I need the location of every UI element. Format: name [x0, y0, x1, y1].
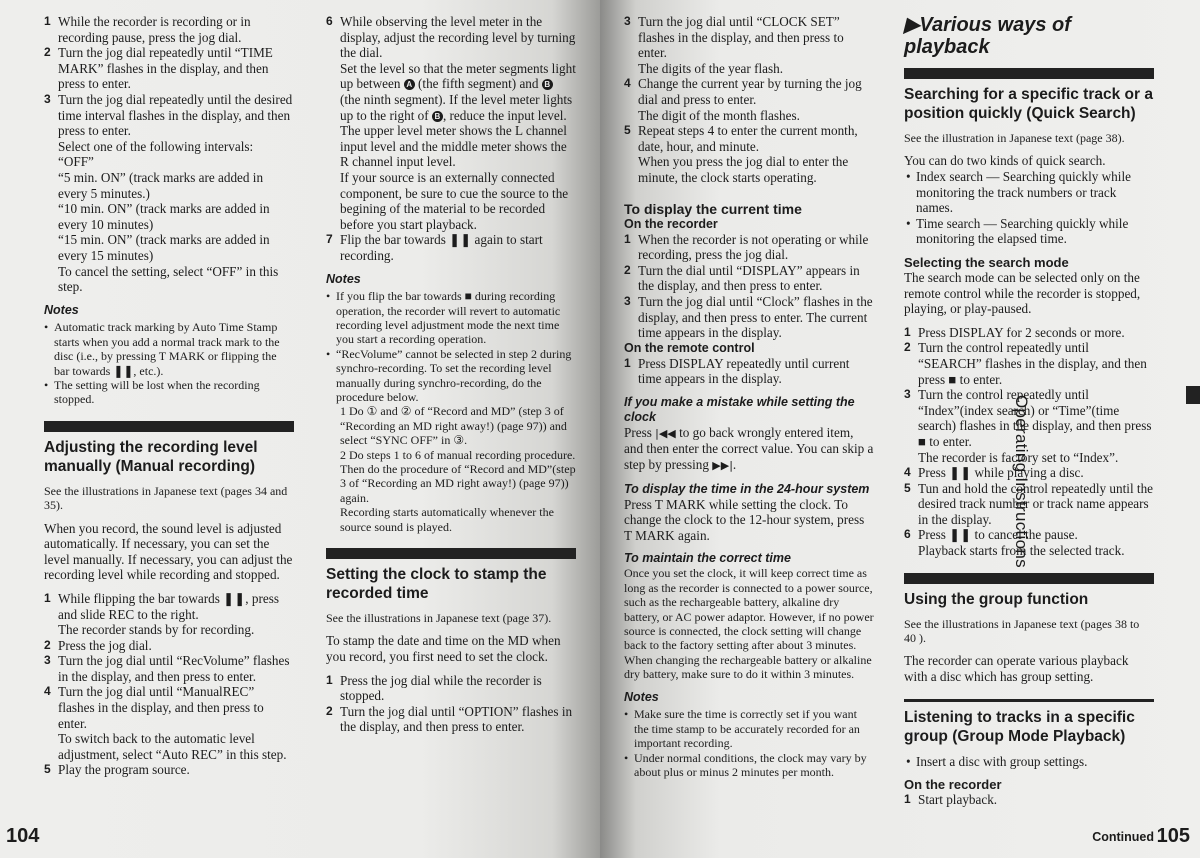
section-divider	[44, 421, 294, 432]
step-text: Press the jog dial.	[58, 637, 152, 653]
notes-list	[624, 707, 874, 779]
search-types-list	[904, 169, 1154, 247]
recorder-steps	[624, 232, 874, 341]
section-tab-marker	[1186, 386, 1200, 404]
on-recorder-heading: On the recorder	[624, 216, 718, 231]
note-item: • Automatic track marking by Auto Time Stamp starts when you add a normal track mark to the disc (i.e., by pressing T MARK or flipping the bar towards ❚❚, etc.).	[44, 320, 294, 378]
step-text: Turn the control repeatedly until “Index”(index search) or “Time”(time search) flashes in the display, and then press ■ to enter.	[918, 387, 1152, 449]
step-item	[326, 704, 576, 735]
step-item	[624, 263, 874, 294]
clock-intro: To stamp the date and time on the MD when you record, you first need to set the clock.	[326, 633, 561, 664]
previous-track-icon: |◀◀	[655, 426, 676, 440]
manual-recording-intro: When you record, the sound level is adjusted automatically. If necessary, you can set the level manually. If necessary, you can adjust the recording level while recording and stopped.	[44, 520, 293, 583]
step-number: 3	[44, 91, 51, 106]
clock-set-steps	[624, 14, 874, 186]
side-tab-label: Operating Instructions	[1012, 395, 1032, 568]
step-number: 5	[904, 480, 911, 495]
remote-steps	[624, 356, 874, 387]
step-text: Turn the jog dial until “OPTION” flashes in the display, and then press to enter.	[340, 703, 573, 735]
manual-recording-steps	[44, 591, 294, 778]
step-number: 3	[624, 293, 631, 308]
step-text: Press ❚❚ while playing a disc.	[918, 465, 1084, 481]
notes-heading: Notes	[624, 689, 659, 704]
step-number: 1	[624, 355, 631, 370]
section-divider	[904, 573, 1154, 584]
step-text: While flipping the bar towards ❚❚, press and slide REC to the right.	[58, 590, 279, 622]
clock-steps	[326, 673, 576, 735]
note-substep: 1 Do ① and ② of “Record and MD” (step 3 of “Recording an MD right away!) (page 97)) and select “SYNC OFF” in ③.	[340, 404, 567, 448]
subsection-divider	[904, 699, 1154, 702]
search-mode-heading: Selecting the search mode	[904, 254, 1069, 270]
segment-b-marker: B	[542, 79, 553, 90]
step-item	[624, 14, 874, 76]
note-item: • “RecVolume” cannot be selected in step 2 during synchro-recording. To set the recording level manually during synchro-recording, do the procedure below.	[326, 347, 576, 405]
maintain-text: Once you set the clock, it will keep correct time as long as the recorder is connected to a power source, such as the rechargeable battery, alkaline dry battery, or AC power adaptor. However, if no power source is connected, the clock setting will change back to the factory setting after about 3 minutes. When changing the rechargeable battery or alkaline dry battery, make sure to do it within 3 minutes.	[624, 566, 874, 682]
step-text: Change the current year by turning the jog dial and press to enter.	[638, 76, 862, 107]
notes-heading: Notes	[44, 302, 79, 317]
step-text: Turn the jog dial repeatedly until “TIME MARK” flashes in the display, and then press to enter.	[58, 45, 273, 92]
interval-options	[58, 154, 294, 263]
step-text: Tun and hold the control repeatedly until the desired track number or track name appears in the display.	[918, 480, 1154, 527]
step-item	[326, 673, 576, 704]
note-item: • Make sure the time is correctly set if you want the time stamp to be accurately recorded for an important recording.	[624, 707, 874, 750]
step-item	[44, 45, 294, 92]
manual-recording-heading: Adjusting the recording level manually (Manual recording)	[44, 438, 258, 475]
on-recorder-heading: On the recorder	[904, 777, 1002, 793]
step-text: Turn the jog dial until “Clock” flashes in the display, and then press to enter. The current time appears in the display.	[638, 293, 873, 341]
step-item	[44, 92, 294, 139]
step-detail: The recorder is factory set to “Index”.	[918, 449, 1119, 465]
page-number-left: 104	[6, 825, 40, 847]
see-illustrations-note: See the illustrations in Japanese text (pages 38 to 40 ).	[904, 616, 1140, 646]
step-detail: The recorder stands by for recording.	[58, 622, 255, 638]
page-number-right: 105	[1156, 825, 1190, 847]
step-text: Press DISPLAY repeatedly until current time appears in the display.	[638, 355, 850, 387]
step-text: Press DISPLAY for 2 seconds or more.	[918, 324, 1125, 340]
group-bullet: • Insert a disc with group settings.	[904, 754, 1154, 770]
step-text: Turn the control repeatedly until “SEARCH” flashes in the display, and then press ■ to enter.	[918, 340, 1147, 387]
see-illustrations-note: See the illustrations in Japanese text (pages 34 and 35).	[44, 483, 288, 513]
clock-heading: Setting the clock to stamp the recorded time	[326, 566, 547, 602]
step-number: 3	[624, 14, 631, 28]
step-text: Press ❚❚ to cancel the pause.	[918, 527, 1078, 543]
step-text: While the recorder is recording or in recording pause, press the jog dial.	[58, 14, 251, 45]
step-number: 5	[44, 762, 51, 777]
step-number: 3	[904, 387, 911, 402]
step-item	[624, 232, 874, 263]
h24-text: Press T MARK while setting the clock. To change the clock to the 12-hour system, press T MARK again.	[624, 496, 865, 543]
step-text: Turn the jog dial until “RecVolume” flashes in the display, and then press to enter.	[58, 653, 290, 684]
interval-option: “5 min. ON” (track marks are added in every 5 minutes.)	[58, 169, 264, 201]
step-number: 5	[624, 123, 631, 138]
step3-detail: Select one of the following intervals: “OFF” “5 min. ON” (track marks are added in every 5 minutes.) “10 min. ON” (track marks are added in every 10 minutes) “15 min. ON” (track marks are added in every 15 minutes) To cancel the setting, select “OFF” in this step.	[44, 139, 294, 295]
note-substep: 2 Do steps 1 to 6 of manual recording procedure. Then do the procedure of “Record and MD”(step 3 of “Recording an MD right away!) (page 97)) again.	[340, 447, 576, 505]
step-detail: The digits of the year flash.	[638, 60, 784, 76]
interval-option: “15 min. ON” (track marks are added in every 15 minutes)	[58, 232, 270, 263]
step-number: 6	[904, 527, 911, 542]
step-item	[624, 76, 874, 123]
step-number: 4	[904, 465, 911, 480]
segment-a-marker: A	[404, 79, 415, 90]
step-number: 2	[326, 703, 333, 718]
group-intro: The recorder can operate various playback with a disc which has group setting.	[904, 653, 1129, 685]
step-number: 2	[44, 45, 51, 60]
notes-heading: Notes	[326, 271, 361, 286]
interval-option: “OFF”	[58, 154, 94, 170]
step-text: Turn the jog dial repeatedly until the desired time interval flashes in the display, and then press to enter.	[58, 91, 293, 139]
step-7: 7 Flip the bar towards ❚❚ again to start recording.	[326, 232, 543, 263]
on-remote-heading: On the remote control	[624, 340, 755, 355]
step-number: 1	[904, 324, 911, 339]
left-column-1	[44, 14, 294, 778]
step-item	[624, 356, 874, 387]
step-detail: Playback starts from the selected track.	[918, 543, 1125, 559]
note-item: • Under normal conditions, the clock may vary by about plus or minus 2 minutes per month.	[624, 751, 874, 780]
step-number: 3	[44, 653, 51, 668]
notes-list	[44, 320, 294, 406]
step-item	[44, 591, 294, 638]
next-track-icon: ▶▶|	[712, 459, 733, 473]
step-text: Play the program source.	[58, 762, 190, 778]
mistake-heading: If you make a mistake while setting the clock	[624, 394, 855, 424]
step-text: Repeat steps 4 to enter the current month, date, hour, and minute.	[638, 123, 858, 154]
step-number: 1	[44, 590, 51, 605]
step-detail: The digit of the month flashes.	[638, 107, 800, 123]
note-item: • If you flip the bar towards ■ during recording operation, the recorder will revert to automatic recording level adjustment mode the next time you start a recording operation.	[326, 289, 576, 347]
h24-heading: To display the time in the 24-hour system	[624, 481, 870, 496]
group-function-heading: Using the group function	[904, 590, 1089, 608]
step-number: 4	[624, 76, 631, 91]
note-item: • The setting will be lost when the recording stopped.	[44, 378, 294, 407]
step-text: Turn the jog dial until “CLOCK SET” flashes in the display, and then press to enter.	[638, 14, 844, 61]
step-text: Turn the dial until “DISPLAY” appears in the display, and then press to enter.	[638, 262, 860, 294]
step-detail: To switch back to the automatic level adjustment, select “Auto REC” in this step.	[58, 731, 287, 762]
quick-search-intro: You can do two kinds of quick search.	[904, 153, 1106, 169]
search-mode-intro: The search mode can be selected only on the remote control while the recorder is stopped, playing, or play-paused.	[904, 269, 1141, 317]
step-number: 4	[44, 684, 51, 699]
start-playback-step: 1 Start playback.	[904, 792, 998, 808]
quick-search-heading: Searching for a specific track or a position quickly (Quick Search)	[904, 86, 1153, 122]
interval-option: “10 min. ON” (track marks are added in every 10 minutes)	[58, 201, 270, 232]
section-divider	[904, 68, 1154, 79]
step-item	[904, 325, 1154, 341]
step-number: 1	[44, 14, 51, 28]
step-item	[624, 123, 874, 185]
step-item	[44, 684, 294, 762]
time-mark-steps	[44, 14, 294, 139]
step-number: 1	[326, 672, 333, 687]
step-item	[624, 294, 874, 341]
right-page	[600, 0, 1200, 858]
step-text: Turn the jog dial until “ManualREC” flashes in the display, and then press to enter.	[58, 684, 264, 731]
see-illustrations-note: See the illustrations in Japanese text (page 37).	[326, 611, 552, 625]
group-playback-heading: Listening to tracks in a specific group (Group Mode Playback)	[904, 708, 1135, 745]
search-type-item: • Index search — Searching quickly while monitoring the track numbers or track names.	[904, 169, 1154, 216]
search-type-item: • Time search — Searching quickly while monitoring the elapsed time.	[904, 216, 1154, 247]
step-number: 2	[904, 340, 911, 355]
note-ending: Recording starts automatically whenever the source sound is played.	[340, 505, 554, 534]
step-item	[44, 638, 294, 654]
step-6: 6 While observing the level meter in the display, adjust the recording level by turning the dial. Set the level so that the meter segments light up between A (the fifth segment) and B (the ninth segment). If the level meter lights up to the right of B , reduce the input level. The upper level meter shows the L channel input level and the middle meter shows the R channel input level. If your source is an externally connected component, be sure to cue the source to the begining of the material to be recorded before you start playback.	[326, 14, 576, 232]
continued-label: Continued	[1092, 830, 1154, 844]
step-detail: When you press the jog dial to enter the minute, the clock starts operating.	[638, 154, 849, 185]
step-text: When the recorder is not operating or while recording, press the jog dial.	[638, 231, 869, 263]
section-title: ▶Various ways of playback	[904, 14, 1071, 58]
maintain-heading: To maintain the correct time	[624, 551, 791, 566]
see-illustrations-note: See the illustration in Japanese text (page 38).	[904, 131, 1125, 145]
left-column-2	[326, 14, 576, 735]
display-time-heading: To display the current time	[624, 200, 802, 217]
step-number: 2	[624, 262, 631, 277]
step-number: 2	[44, 637, 51, 652]
step-item	[904, 340, 1154, 387]
segment-b-marker-2: B	[432, 111, 443, 122]
mistake-text: Press |◀◀ to go back wrongly entered item, and then enter the correct value. You can skip a step by pressing ▶▶|.	[624, 424, 874, 473]
step-item	[44, 14, 294, 45]
step-number: 1	[624, 231, 631, 246]
section-divider	[326, 548, 576, 559]
step-item	[44, 762, 294, 778]
step-item	[44, 653, 294, 684]
right-column-1	[624, 14, 874, 779]
step-text: Press the jog dial while the recorder is stopped.	[340, 672, 542, 704]
